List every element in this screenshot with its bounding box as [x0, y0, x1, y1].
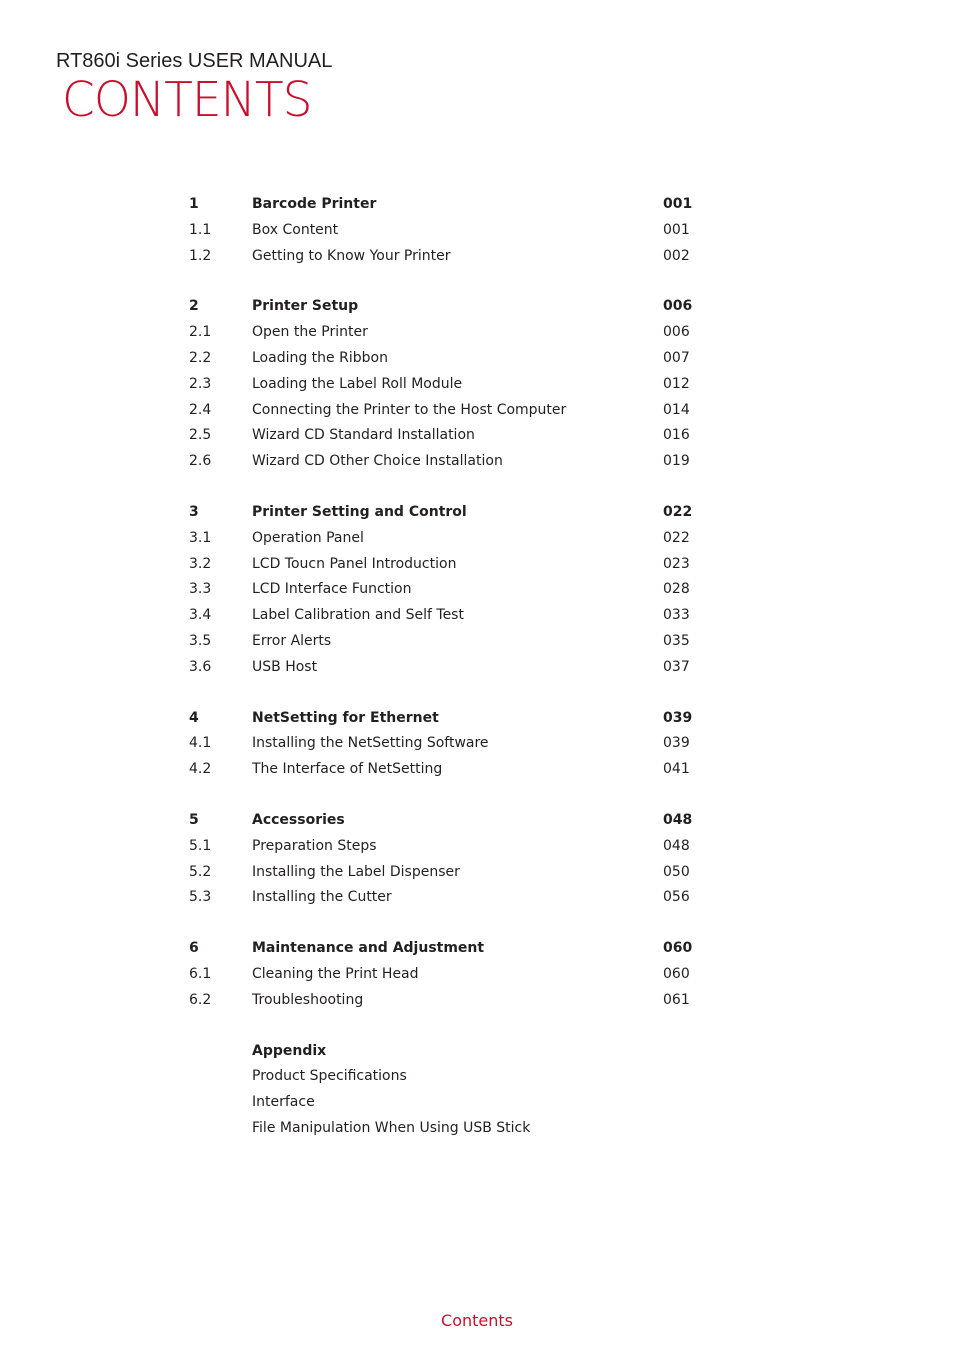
toc-entry-page: 012 — [663, 375, 690, 392]
toc-chapter-entry[interactable] — [189, 1039, 699, 1065]
toc-entry-number: 5 — [189, 811, 199, 828]
toc-entry-number: 6.2 — [189, 991, 212, 1008]
toc-entry-title: The Interface of NetSetting — [252, 761, 443, 778]
toc-subsection-entry[interactable] — [189, 449, 699, 475]
toc-entry-page: 041 — [663, 761, 690, 778]
toc-entry-title: Maintenance and Adjustment — [252, 940, 485, 957]
toc-entry-page: 033 — [663, 607, 690, 624]
toc-entry-title: Product Specifications — [252, 1068, 407, 1085]
toc-chapter-entry[interactable] — [189, 706, 699, 732]
toc-entry-title: Wizard CD Other Choice Installation — [252, 453, 503, 470]
toc-entry-number: 5.2 — [189, 863, 212, 880]
toc-entry-number: 2.5 — [189, 427, 212, 444]
toc-subsection-entry[interactable] — [189, 526, 699, 552]
toc-entry-number: 3.2 — [189, 555, 212, 572]
toc-entry-title: Appendix — [252, 1042, 327, 1059]
toc-subsection-entry[interactable] — [189, 962, 699, 988]
toc-entry-number: 1.1 — [189, 221, 212, 238]
toc-entry-title: Wizard CD Standard Installation — [252, 427, 475, 444]
toc-subsection-entry[interactable] — [189, 423, 699, 449]
toc-subsection-entry[interactable] — [189, 731, 699, 757]
page-title: CONTENTS — [62, 72, 312, 128]
footer-label: Contents — [441, 1311, 513, 1330]
toc-subsection-entry[interactable] — [189, 1090, 699, 1116]
toc-subsection-entry[interactable] — [189, 346, 699, 372]
toc-entry-page: 039 — [663, 709, 693, 726]
toc-entry-number: 2.1 — [189, 324, 212, 341]
toc-subsection-entry[interactable] — [189, 320, 699, 346]
toc-entry-number: 5.3 — [189, 889, 212, 906]
toc-entry-number: 6 — [189, 940, 199, 957]
toc-entry-title: Connecting the Printer to the Host Computer — [252, 401, 567, 418]
toc-subsection-entry[interactable] — [189, 1064, 699, 1090]
toc-entry-number: 3.6 — [189, 658, 212, 675]
toc-subsection-entry[interactable] — [189, 218, 699, 244]
toc-subsection-entry[interactable] — [189, 1116, 699, 1142]
toc-entry-number: 3 — [189, 503, 199, 520]
toc-entry-page: 037 — [663, 658, 690, 675]
toc-entry-title: Open the Printer — [252, 324, 368, 341]
toc-entry-page: 048 — [663, 837, 690, 854]
toc-subsection-entry[interactable] — [189, 244, 699, 270]
toc-entry-page: 007 — [663, 349, 690, 366]
toc-chapter-entry[interactable] — [189, 192, 699, 218]
toc-entry-number: 2.2 — [189, 349, 212, 366]
toc-subsection-entry[interactable] — [189, 372, 699, 398]
toc-entry-page: 016 — [663, 427, 690, 444]
toc-entry-title: Interface — [252, 1094, 315, 1111]
toc-chapter-entry[interactable] — [189, 808, 699, 834]
toc-entry-page: 006 — [663, 298, 693, 315]
toc-entry-number: 4.2 — [189, 761, 212, 778]
toc-entry-number: 4 — [189, 709, 199, 726]
toc-entry-number: 3.1 — [189, 529, 212, 546]
toc-entry-number: 4.1 — [189, 735, 212, 752]
toc-section — [189, 936, 699, 1013]
toc-entry-page: 050 — [663, 863, 690, 880]
toc-entry-title: Cleaning the Print Head — [252, 965, 419, 982]
toc-section — [189, 706, 699, 783]
toc-entry-number: 3.4 — [189, 607, 212, 624]
toc-section — [189, 1039, 699, 1142]
toc-entry-title: USB Host — [252, 658, 318, 675]
toc-entry-number: 2.3 — [189, 375, 212, 392]
toc-entry-title: Printer Setting and Control — [252, 503, 467, 520]
toc-entry-page: 022 — [663, 503, 693, 520]
toc-entry-page: 060 — [663, 940, 693, 957]
toc-chapter-entry[interactable] — [189, 294, 699, 320]
toc-entry-title: Box Content — [252, 221, 339, 238]
toc-entry-title: File Manipulation When Using USB Stick — [252, 1119, 531, 1136]
toc-section — [189, 294, 699, 475]
toc-entry-title: Loading the Ribbon — [252, 349, 388, 366]
toc-entry-title: Error Alerts — [252, 632, 332, 649]
toc-subsection-entry[interactable] — [189, 885, 699, 911]
manual-title: RT860i Series USER MANUAL — [56, 50, 333, 72]
toc-entry-page: 001 — [663, 196, 693, 212]
toc-entry-number: 1 — [189, 196, 199, 212]
toc-entry-title: NetSetting for Ethernet — [252, 709, 439, 726]
toc-entry-title: Label Calibration and Self Test — [252, 607, 464, 624]
toc-entry-title: Getting to Know Your Printer — [252, 247, 451, 264]
toc-entry-page: 039 — [663, 735, 690, 752]
toc-entry-number: 1.2 — [189, 247, 212, 264]
toc-entry-number: 6.1 — [189, 965, 212, 982]
toc-entry-page: 023 — [663, 555, 690, 572]
toc-entry-page: 002 — [663, 247, 690, 264]
toc-entry-number: 3.3 — [189, 581, 212, 598]
toc-entry-title: Installing the Label Dispenser — [252, 863, 460, 880]
toc-entry-title: Printer Setup — [252, 298, 359, 315]
toc-entry-number: 2.4 — [189, 401, 212, 418]
toc-entry-page: 056 — [663, 889, 690, 906]
toc-entry-page: 001 — [663, 221, 690, 238]
toc-entry-page: 019 — [663, 453, 690, 470]
toc-chapter-entry[interactable] — [189, 936, 699, 962]
toc-entry-page: 061 — [663, 991, 690, 1008]
toc-entry-page: 022 — [663, 529, 690, 546]
toc-entry-number: 2 — [189, 298, 199, 315]
toc-entry-number: 3.5 — [189, 632, 212, 649]
toc-entry-number: 2.6 — [189, 453, 212, 470]
toc-entry-title: Troubleshooting — [252, 991, 364, 1008]
toc-subsection-entry[interactable] — [189, 629, 699, 655]
toc-entry-page: 060 — [663, 965, 690, 982]
toc-subsection-entry[interactable] — [189, 655, 699, 681]
toc-entry-title: Accessories — [252, 811, 345, 828]
toc-entry-title: LCD Interface Function — [252, 581, 412, 598]
toc-chapter-entry[interactable] — [189, 500, 699, 526]
toc-subsection-entry[interactable] — [189, 757, 699, 783]
toc-entry-number: 5.1 — [189, 837, 212, 854]
toc-entry-page: 035 — [663, 632, 690, 649]
toc-entry-page: 006 — [663, 324, 690, 341]
toc-subsection-entry[interactable] — [189, 577, 699, 603]
toc-entry-page: 028 — [663, 581, 690, 598]
toc-entry-page: 014 — [663, 401, 690, 418]
toc-subsection-entry[interactable] — [189, 603, 699, 629]
toc-entry-title: Operation Panel — [252, 529, 364, 546]
table-of-contents — [189, 192, 699, 1167]
toc-section — [189, 500, 699, 681]
toc-subsection-entry[interactable] — [189, 988, 699, 1014]
toc-subsection-entry[interactable] — [189, 860, 699, 886]
toc-entry-title: LCD Toucn Panel Introduction — [252, 555, 457, 572]
toc-subsection-entry[interactable] — [189, 398, 699, 424]
toc-section — [189, 808, 699, 911]
toc-entry-title: Barcode Printer — [252, 196, 377, 212]
toc-subsection-entry[interactable] — [189, 552, 699, 578]
toc-entry-title: Preparation Steps — [252, 837, 377, 854]
toc-entry-page: 048 — [663, 811, 693, 828]
toc-section — [189, 192, 699, 269]
toc-subsection-entry[interactable] — [189, 834, 699, 860]
toc-entry-title: Installing the Cutter — [252, 889, 392, 906]
toc-entry-title: Loading the Label Roll Module — [252, 375, 463, 392]
toc-entry-title: Installing the NetSetting Software — [252, 735, 489, 752]
